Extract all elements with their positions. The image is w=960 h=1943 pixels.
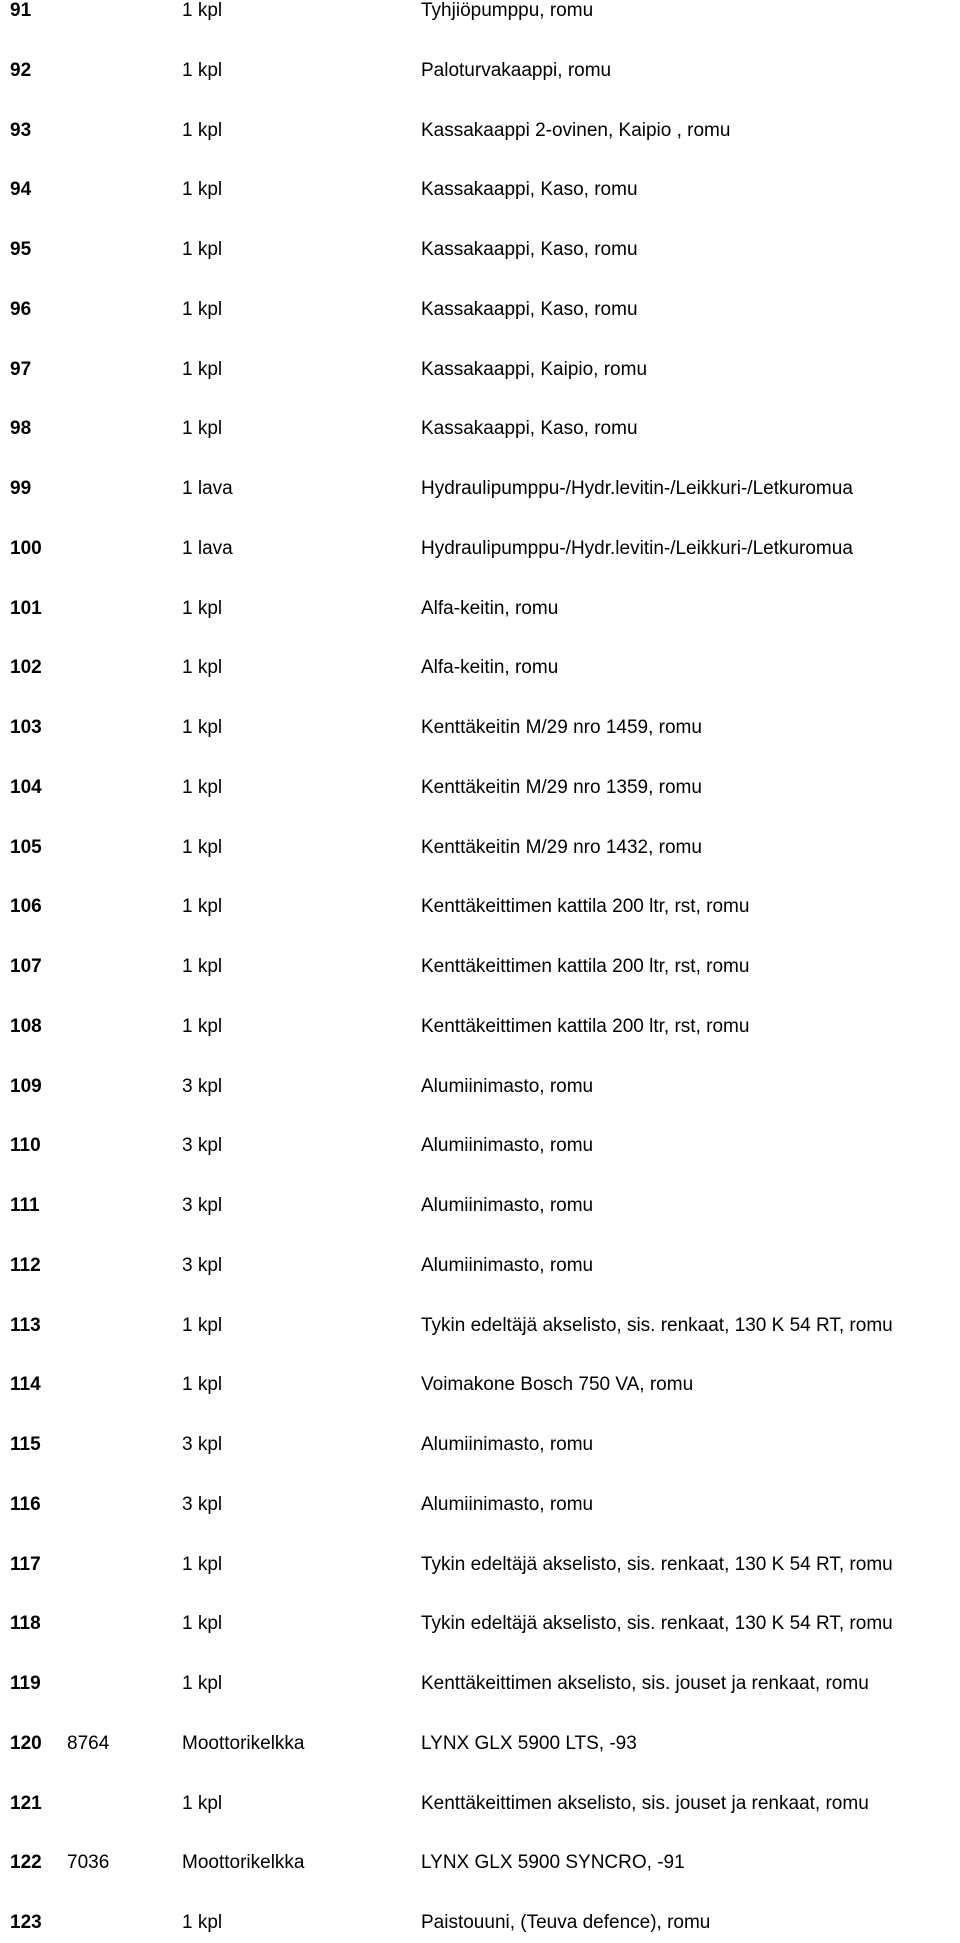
item-description: Alumiinimasto, romu [421, 1254, 594, 1276]
list-item [0, 708, 960, 748]
item-number: 91 [10, 0, 32, 21]
item-description: Alumiinimasto, romu [421, 1135, 594, 1157]
item-quantity: 1 kpl [182, 896, 223, 918]
item-description: Kenttäkeittimen kattila 200 ltr, rst, romu [421, 1015, 750, 1037]
item-number: 114 [10, 1374, 41, 1396]
item-number: 113 [10, 1314, 41, 1336]
item-number: 103 [10, 717, 42, 738]
item-description: Alumiinimasto, romu [421, 1493, 594, 1515]
item-quantity: Moottorikelkka [182, 1732, 305, 1754]
item-number: 99 [10, 478, 32, 499]
list-item [0, 947, 960, 987]
item-quantity: 1 kpl [182, 179, 223, 201]
list-item [0, 828, 960, 868]
item-quantity: 1 kpl [182, 418, 223, 440]
list-item [0, 1903, 960, 1943]
list-item [0, 529, 960, 569]
item-description: LYNX GLX 5900 SYNCRO, -91 [421, 1852, 685, 1874]
list-item [0, 887, 960, 927]
item-description: Kenttäkeitin M/29 nro 1459, romu [421, 717, 702, 738]
item-description: Voimakone Bosch 750 VA, romu [421, 1374, 694, 1396]
item-description: Tykin edeltäjä akselisto, sis. renkaat, 130 K 54 RT, romu [421, 1553, 893, 1575]
item-quantity: 1 kpl [182, 1792, 223, 1814]
list-item [0, 230, 960, 270]
item-number: 98 [10, 418, 32, 440]
item-description: Paloturvakaappi, romu [421, 59, 612, 81]
list-item [0, 1067, 960, 1107]
item-number: 95 [10, 239, 32, 260]
item-number: 116 [10, 1493, 41, 1515]
item-quantity: 3 kpl [182, 1493, 223, 1515]
item-number: 97 [10, 358, 32, 380]
list-item [0, 1186, 960, 1226]
item-number: 94 [10, 179, 32, 201]
list-item [0, 409, 960, 449]
item-quantity: 1 kpl [182, 1374, 223, 1396]
list-item [0, 768, 960, 808]
item-quantity: 1 kpl [182, 1015, 223, 1037]
item-description: Paistouuni, (Teuva defence), romu [421, 1912, 711, 1933]
item-description: Kassakaappi, Kaso, romu [421, 418, 638, 440]
list-item [0, 1485, 960, 1525]
item-description: Kassakaappi 2-ovinen, Kaipio , romu [421, 119, 731, 141]
item-number: 100 [10, 537, 42, 559]
item-description: Kassakaappi, Kaso, romu [421, 179, 638, 201]
item-description: Alumiinimasto, romu [421, 1434, 594, 1455]
item-quantity: 1 kpl [182, 0, 223, 21]
item-description: Kenttäkeittimen kattila 200 ltr, rst, romu [421, 896, 750, 918]
item-quantity: 1 kpl [182, 1613, 223, 1635]
item-quantity: Moottorikelkka [182, 1852, 305, 1874]
item-quantity: 1 kpl [182, 1314, 223, 1336]
item-number: 109 [10, 1075, 42, 1097]
item-quantity: 1 kpl [182, 657, 223, 679]
item-description: Kenttäkeitin M/29 nro 1359, romu [421, 776, 702, 798]
item-quantity: 1 kpl [182, 1673, 223, 1694]
item-description: Kassakaappi, Kaso, romu [421, 298, 638, 320]
item-number: 122 [10, 1852, 42, 1874]
item-quantity: 1 kpl [182, 597, 223, 619]
item-description: Alumiinimasto, romu [421, 1075, 594, 1097]
item-number: 104 [10, 776, 42, 798]
item-quantity: 3 kpl [182, 1135, 223, 1157]
item-number: 93 [10, 119, 32, 141]
item-quantity: 1 kpl [182, 776, 223, 798]
item-quantity: 3 kpl [182, 1254, 223, 1276]
item-number: 121 [10, 1792, 42, 1814]
item-code: 7036 [67, 1852, 110, 1874]
item-description: Tykin edeltäjä akselisto, sis. renkaat, 130 K 54 RT, romu [421, 1613, 893, 1635]
item-quantity: 1 lava [182, 537, 233, 559]
item-quantity: 1 kpl [182, 119, 223, 141]
item-description: Kassakaappi, Kaso, romu [421, 239, 638, 260]
item-number: 108 [10, 1015, 42, 1037]
list-item [0, 469, 960, 509]
item-number: 106 [10, 896, 42, 918]
item-quantity: 1 kpl [182, 836, 223, 858]
item-description: Kenttäkeitin M/29 nro 1432, romu [421, 836, 702, 858]
item-quantity: 3 kpl [182, 1195, 223, 1216]
item-quantity: 3 kpl [182, 1434, 223, 1455]
item-number: 92 [10, 59, 32, 81]
list-item [0, 1784, 960, 1824]
list-item [0, 0, 960, 31]
item-quantity: 3 kpl [182, 1075, 223, 1097]
item-quantity: 1 kpl [182, 298, 223, 320]
item-description: Kassakaappi, Kaipio, romu [421, 358, 648, 380]
item-number: 102 [10, 657, 42, 679]
item-number: 107 [10, 956, 42, 977]
item-description: Hydraulipumppu-/Hydr.levitin-/Leikkuri-/Letkuromua [421, 537, 853, 559]
list-item [0, 1365, 960, 1405]
item-description: Kenttäkeittimen akselisto, sis. jouset ja renkaat, romu [421, 1792, 869, 1814]
list-item [0, 1604, 960, 1644]
list-item [0, 1126, 960, 1166]
list-item [0, 1007, 960, 1047]
item-description: Alfa-keitin, romu [421, 597, 559, 619]
item-quantity: 1 lava [182, 478, 233, 499]
item-quantity: 1 kpl [182, 358, 223, 380]
list-item [0, 1664, 960, 1704]
item-description: Hydraulipumppu-/Hydr.levitin-/Leikkuri-/Letkuromua [421, 478, 853, 499]
list-item [0, 51, 960, 91]
item-number: 119 [10, 1673, 41, 1694]
item-number: 120 [10, 1732, 42, 1754]
item-description: Tykin edeltäjä akselisto, sis. renkaat, 130 K 54 RT, romu [421, 1314, 893, 1336]
item-number: 110 [10, 1135, 41, 1157]
list-item [0, 290, 960, 330]
item-number: 118 [10, 1613, 41, 1635]
item-number: 112 [10, 1254, 41, 1276]
item-quantity: 1 kpl [182, 1912, 223, 1933]
list-item [0, 1724, 960, 1764]
list-item [0, 648, 960, 688]
list-item [0, 1306, 960, 1346]
item-number: 101 [10, 597, 42, 619]
item-description: Kenttäkeittimen kattila 200 ltr, rst, romu [421, 956, 750, 977]
item-description: Alfa-keitin, romu [421, 657, 559, 679]
item-quantity: 1 kpl [182, 1553, 223, 1575]
item-quantity: 1 kpl [182, 956, 223, 977]
list-item [0, 350, 960, 390]
item-description: LYNX GLX 5900 LTS, -93 [421, 1732, 637, 1754]
item-number: 96 [10, 298, 32, 320]
list-item [0, 111, 960, 151]
list-item [0, 170, 960, 210]
item-quantity: 1 kpl [182, 59, 223, 81]
item-code: 8764 [67, 1732, 110, 1754]
list-item [0, 1843, 960, 1883]
list-item [0, 1246, 960, 1286]
item-number: 111 [10, 1195, 40, 1216]
item-description: Alumiinimasto, romu [421, 1195, 594, 1216]
item-quantity: 1 kpl [182, 717, 223, 738]
item-description: Tyhjiöpumppu, romu [421, 0, 594, 21]
item-number: 123 [10, 1912, 42, 1933]
item-number: 105 [10, 836, 42, 858]
list-item [0, 1425, 960, 1465]
item-number: 115 [10, 1434, 41, 1455]
item-number: 117 [10, 1553, 41, 1575]
item-description: Kenttäkeittimen akselisto, sis. jouset ja renkaat, romu [421, 1673, 869, 1694]
list-item [0, 589, 960, 629]
list-item [0, 1545, 960, 1585]
item-quantity: 1 kpl [182, 239, 223, 260]
